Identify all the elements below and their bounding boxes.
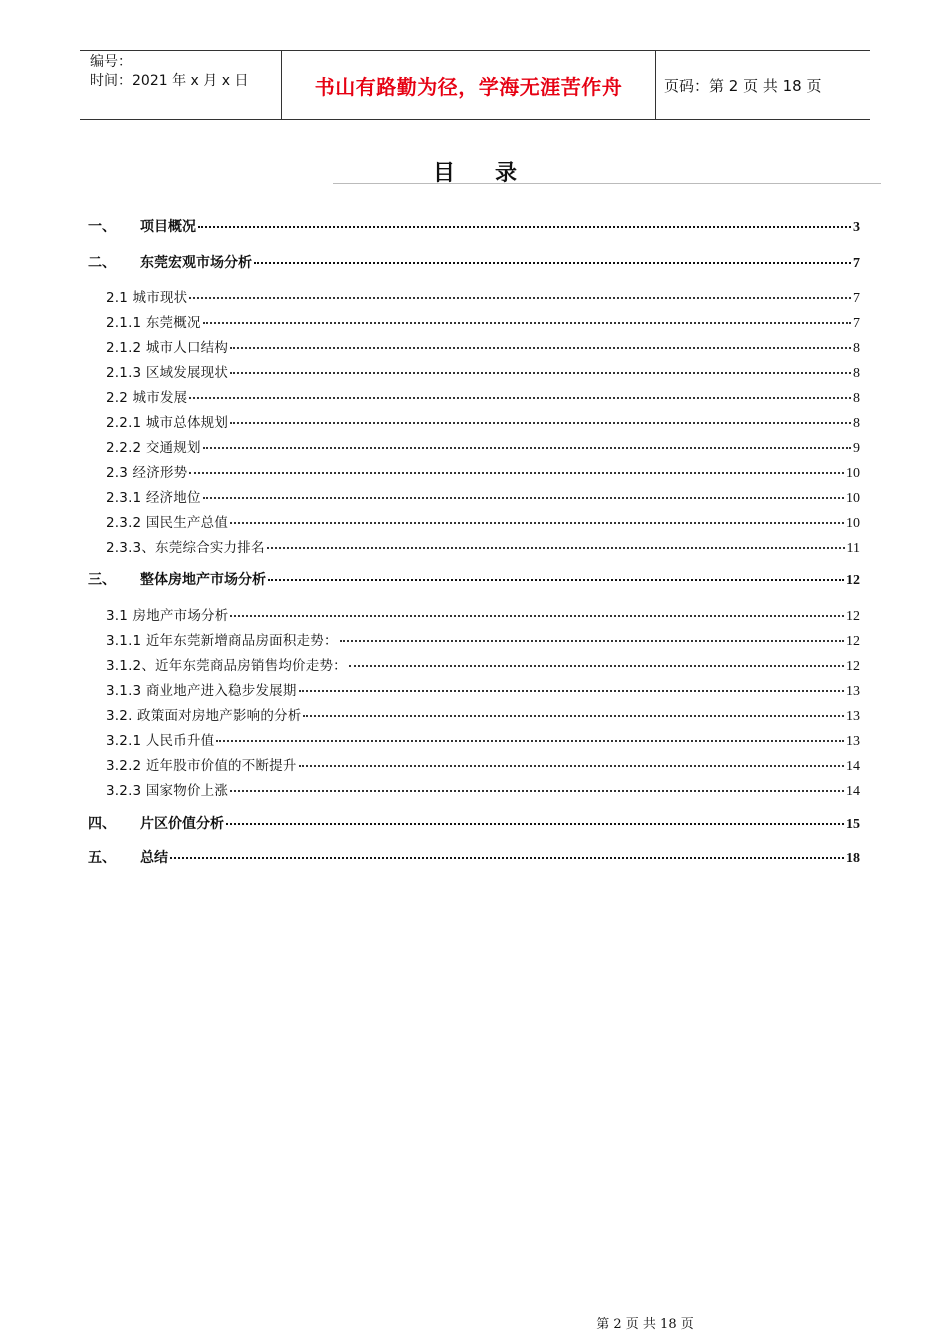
toc-entry-page: 7 <box>853 316 860 331</box>
toc-leader-dots <box>189 296 851 299</box>
toc-leader-dots <box>203 446 851 449</box>
toc-entry-page: 7 <box>853 256 860 271</box>
toc-leader-dots <box>254 261 851 264</box>
toc-leader-dots <box>230 421 851 424</box>
toc-entry-page: 10 <box>846 516 860 531</box>
toc-leader-dots <box>230 346 851 349</box>
toc-entry[interactable] <box>88 813 860 833</box>
toc-entry-page: 14 <box>846 759 860 774</box>
toc-entry[interactable] <box>106 461 860 481</box>
toc-title: 目录 <box>432 160 557 186</box>
toc-entry-page: 12 <box>846 634 860 649</box>
toc-leader-dots <box>340 639 844 642</box>
toc-entry-page: 11 <box>846 541 860 556</box>
toc-entry-label: 2.1 城市现状 <box>106 290 188 306</box>
toc-entry-page: 9 <box>853 441 860 456</box>
toc-entry-page: 8 <box>853 391 860 406</box>
toc-entry[interactable] <box>88 216 860 236</box>
toc-entry-page: 12 <box>846 573 860 588</box>
toc-entry-label: 3.2.3 国家物价上涨 <box>106 783 229 799</box>
toc-entry-number: 一、 <box>88 219 116 235</box>
toc-entry-page: 12 <box>846 659 860 674</box>
toc-entry-page: 10 <box>846 491 860 506</box>
toc-entry-page: 8 <box>853 341 860 356</box>
toc-leader-dots <box>198 225 851 228</box>
toc-entry[interactable] <box>106 536 860 556</box>
toc-entry-label: 项目概况 <box>140 219 196 235</box>
toc-entry-page: 15 <box>846 817 860 832</box>
toc-entry-label: 3.2. 政策面对房地产影响的分析 <box>106 708 302 724</box>
toc-leader-dots <box>267 546 845 549</box>
toc-entry-label: 片区价值分析 <box>140 816 224 832</box>
toc-entry[interactable] <box>106 729 860 749</box>
toc-entry[interactable] <box>106 361 860 381</box>
toc-leader-dots <box>203 496 844 499</box>
toc-entry[interactable] <box>106 654 860 674</box>
toc-entry-label: 2.2.2 交通规划 <box>106 440 201 456</box>
toc-entry-page: 13 <box>846 734 860 749</box>
toc-leader-dots <box>230 371 851 374</box>
toc-entry-label: 2.1.1 东莞概况 <box>106 315 201 331</box>
header-motto: 书山有路勤为径，学海无涯苦作舟 <box>282 51 656 119</box>
toc-entry-label: 2.3.2 国民生产总值 <box>106 515 229 531</box>
toc-entry[interactable] <box>106 411 860 431</box>
toc-entry-label: 3.1.1 近年东莞新增商品房面积走势： <box>106 633 338 649</box>
toc-entry-page: 8 <box>853 366 860 381</box>
toc-entry-label: 3.1 房地产市场分析 <box>106 608 229 624</box>
toc-entry-label: 总结 <box>140 850 168 866</box>
document-number-label: 编号： <box>90 54 132 70</box>
toc-leader-dots <box>170 856 844 859</box>
toc-entry-page: 14 <box>846 784 860 799</box>
toc-entry-label: 东莞宏观市场分析 <box>140 255 252 271</box>
page-footer: 第 2 页 共 18 页 <box>596 1317 694 1332</box>
toc-entry-number: 三、 <box>88 572 116 588</box>
toc-entry-number: 四、 <box>88 816 116 832</box>
toc-leader-dots <box>189 396 851 399</box>
toc-leader-dots <box>303 714 844 717</box>
toc-entry-label: 整体房地产市场分析 <box>140 572 266 588</box>
toc-leader-dots <box>216 739 844 742</box>
toc-entry-label: 2.3.1 经济地位 <box>106 490 201 506</box>
toc-entry[interactable] <box>106 779 860 799</box>
toc-entry-page: 10 <box>846 466 860 481</box>
toc-leader-dots <box>203 321 851 324</box>
toc-entry[interactable] <box>106 679 860 699</box>
toc-entry[interactable] <box>106 336 860 356</box>
toc-entry-page: 12 <box>846 609 860 624</box>
toc-entry[interactable] <box>106 604 860 624</box>
toc-entry[interactable] <box>106 436 860 456</box>
toc-entry-label: 2.2.1 城市总体规划 <box>106 415 229 431</box>
toc-entry[interactable] <box>106 754 860 774</box>
toc-entry-number: 二、 <box>88 255 116 271</box>
toc-entry-page: 7 <box>853 291 860 306</box>
toc-entry-label: 2.3.3、东莞综合实力排名 <box>106 540 265 556</box>
toc-leader-dots <box>268 578 844 581</box>
toc-entry-label: 2.1.2 城市人口结构 <box>106 340 229 356</box>
toc-entry-label: 2.3 经济形势 <box>106 465 188 481</box>
toc-entry-page: 18 <box>846 851 860 866</box>
toc-entry-page: 8 <box>853 416 860 431</box>
toc-entry[interactable] <box>88 569 860 589</box>
toc-entry[interactable] <box>106 386 860 406</box>
toc-entry-page: 13 <box>846 709 860 724</box>
toc-leader-dots <box>226 822 844 825</box>
toc-entry[interactable] <box>88 252 860 272</box>
toc-entry[interactable] <box>106 311 860 331</box>
toc-leader-dots <box>230 614 844 617</box>
toc-entry[interactable] <box>106 704 860 724</box>
toc-entry-label: 2.1.3 区域发展现状 <box>106 365 229 381</box>
toc-entry-label: 3.2.2 近年股市价值的不断提升 <box>106 758 297 774</box>
toc-entry-label: 3.1.2、近年东莞商品房销售均价走势： <box>106 658 347 674</box>
toc-entry-label: 3.1.3 商业地产进入稳步发展期 <box>106 683 297 699</box>
toc-leader-dots <box>230 521 844 524</box>
document-date-label: 时间：2021 年 x 月 x 日 <box>90 73 249 89</box>
toc-entry-page: 13 <box>846 684 860 699</box>
toc-entry[interactable] <box>106 629 860 649</box>
toc-entry-page: 3 <box>853 220 860 235</box>
toc-leader-dots <box>230 789 844 792</box>
toc-leader-dots <box>299 764 844 767</box>
toc-leader-dots <box>299 689 844 692</box>
toc-entry[interactable] <box>88 847 860 867</box>
toc-entry[interactable] <box>106 286 860 306</box>
toc-entry[interactable] <box>106 486 860 506</box>
toc-entry-label: 3.2.1 人民币升值 <box>106 733 215 749</box>
toc-leader-dots <box>349 664 844 667</box>
toc-leader-dots <box>189 471 844 474</box>
toc-entry[interactable] <box>106 511 860 531</box>
header-page-label: 页码：第 2 页 共 18 页 <box>664 76 822 95</box>
toc-entry-label: 2.2 城市发展 <box>106 390 188 406</box>
toc-entry-number: 五、 <box>88 850 116 866</box>
